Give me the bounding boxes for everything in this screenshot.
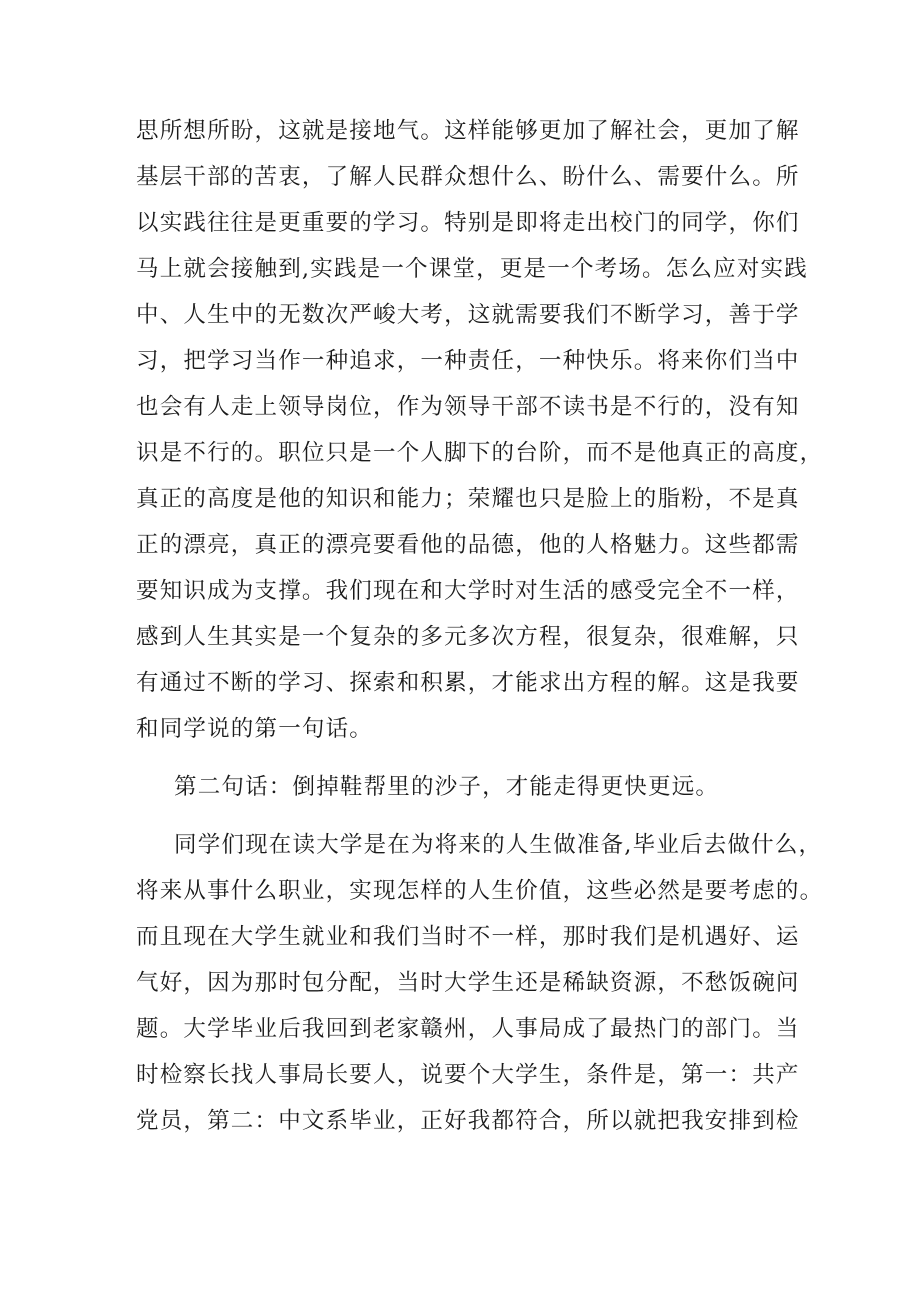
paragraph-line: 正的漂亮，真正的漂亮要看他的品德，他的人格魅力。这些都需: [136, 532, 800, 558]
paragraph-line: 基层干部的苦衷，了解人民群众想什么、盼什么、需要什么。所: [136, 164, 800, 190]
paragraph-line: 习，把学习当作一种追求，一种责任，一种快乐。将来你们当中: [136, 348, 800, 374]
paragraph-line: 将来从事什么职业，实现怎样的人生价值，这些必然是要考虑的。: [136, 878, 824, 904]
paragraph-line: 以实践往往是更重要的学习。特别是即将走出校门的同学，你们: [136, 210, 800, 236]
paragraph-1: [136, 108, 824, 752]
paragraph-line: 真正的高度是他的知识和能力；荣耀也只是脸上的脂粉，不是真: [136, 486, 800, 512]
paragraph-line: 马上就会接触到,实践是一个课堂，更是一个考场。怎么应对实践: [136, 256, 808, 282]
paragraph-line: 也会有人走上领导岗位，作为领导干部不读书是不行的，没有知: [136, 394, 800, 420]
paragraph-line: 题。大学毕业后我回到老家赣州，人事局成了最热门的部门。当: [136, 1016, 800, 1042]
paragraph-gap: [136, 752, 796, 764]
paragraph-line: 同学们现在读大学是在为将来的人生做准备,毕业后去做什么，: [174, 832, 823, 858]
paragraph-line: 感到人生其实是一个复杂的多元多次方程，很复杂，很难解，只: [136, 624, 800, 650]
paragraph-line: 党员，第二：中文系毕业，正好我都符合，所以就把我安排到检: [136, 1108, 800, 1134]
paragraph-line: 气好，因为那时包分配，当时大学生还是稀缺资源，不愁饭碗问: [136, 970, 800, 996]
paragraph-line: 要知识成为支撑。我们现在和大学时对生活的感受完全不一样，: [136, 578, 800, 604]
paragraph-line: 和同学说的第一句话。: [136, 716, 374, 742]
paragraph-2: [136, 822, 824, 1144]
paragraph-line: 时检察长找人事局长要人，说要个大学生，条件是，第一：共产: [136, 1062, 800, 1088]
paragraph-line: 思所想所盼，这就是接地气。这样能够更加了解社会，更加了解: [136, 118, 800, 144]
paragraph-line: 识是不行的。职位只是一个人脚下的台阶，而不是他真正的高度，: [136, 440, 824, 466]
paragraph-line: 有通过不断的学习、探索和积累，才能求出方程的解。这是我要: [136, 670, 800, 696]
document-body: [136, 108, 824, 1144]
paragraph-line: 中、人生中的无数次严峻大考，这就需要我们不断学习，善于学: [136, 302, 800, 328]
section-heading: 第二句话：倒掉鞋帮里的沙子，才能走得更快更远。: [174, 774, 720, 800]
paragraph-gap: [136, 810, 796, 822]
paragraph-line: 而且现在大学生就业和我们当时不一样，那时我们是机遇好、运: [136, 924, 800, 950]
